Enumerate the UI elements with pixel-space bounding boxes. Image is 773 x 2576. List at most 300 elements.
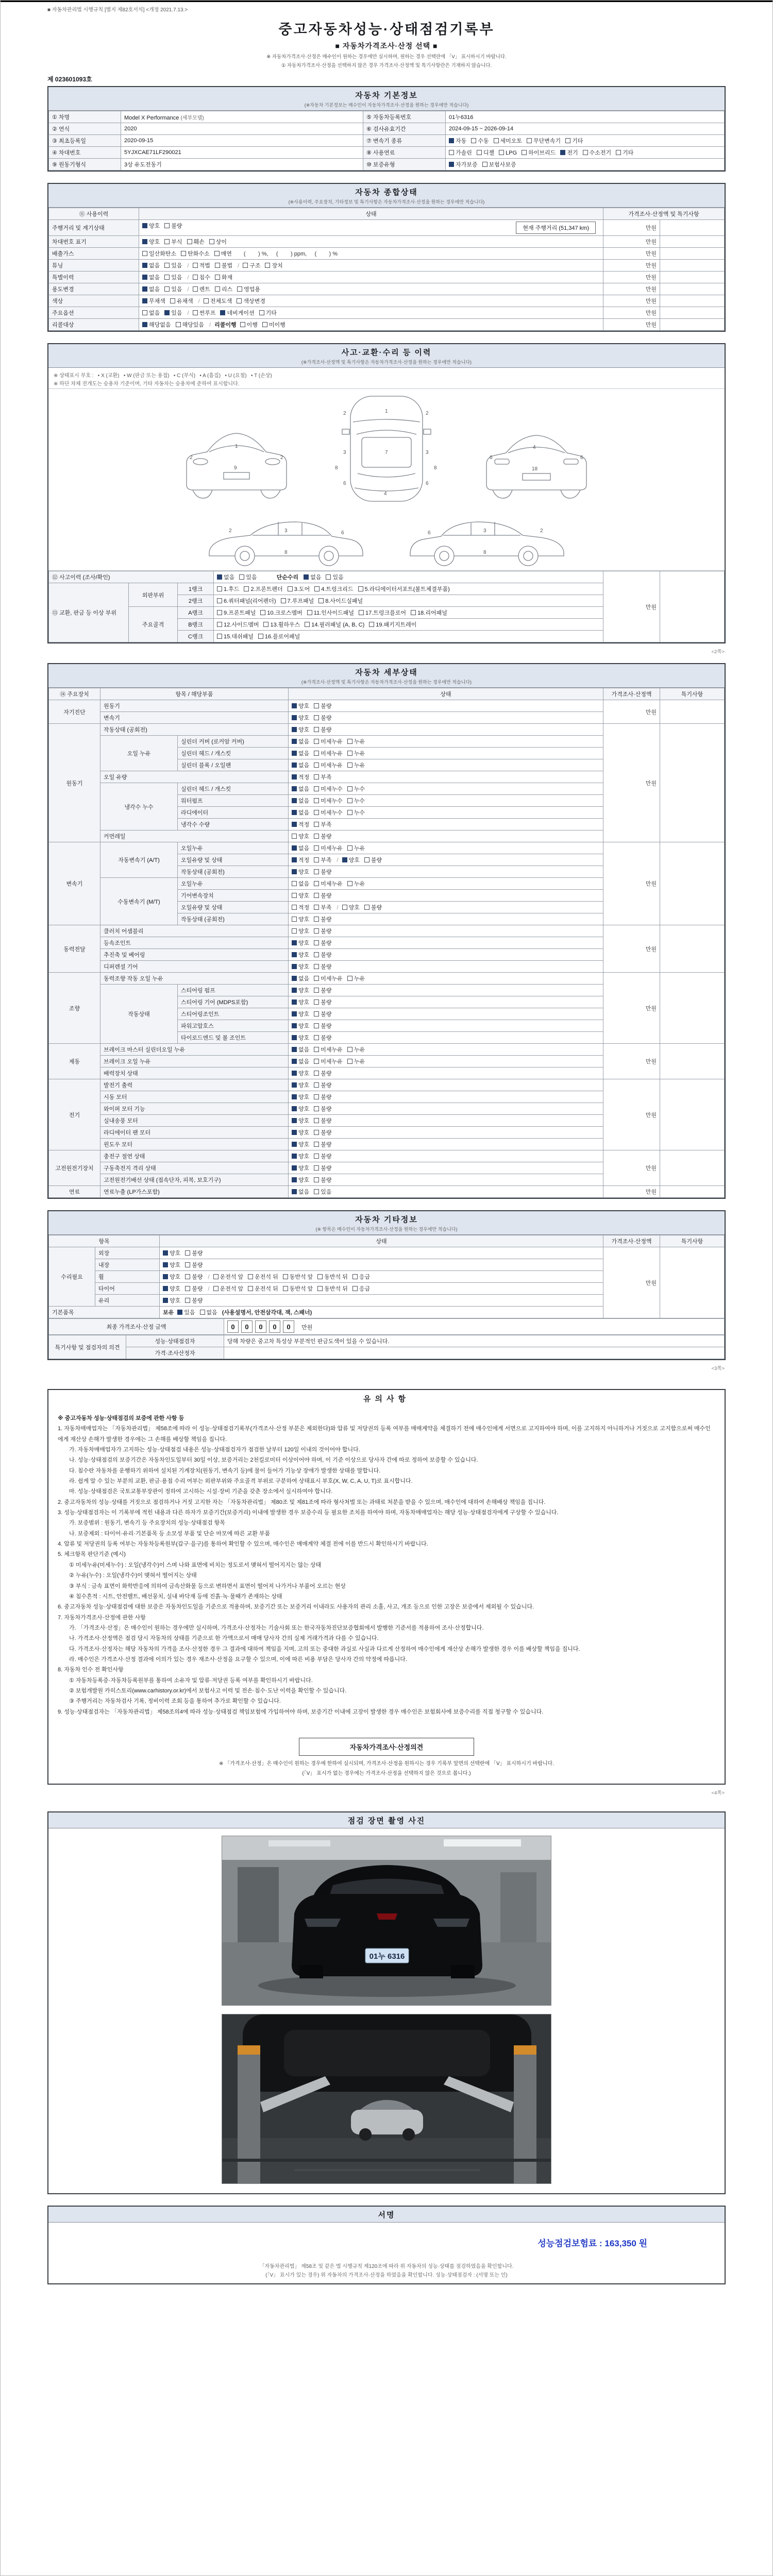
checkbox-option[interactable]: [142, 273, 160, 281]
checked-checkbox-icon[interactable]: [292, 1071, 297, 1076]
checked-checkbox-icon[interactable]: [163, 1298, 168, 1303]
unchecked-checkbox-icon[interactable]: [314, 988, 319, 993]
checked-checkbox-icon[interactable]: [292, 822, 297, 827]
unchecked-checkbox-icon[interactable]: [193, 263, 198, 268]
checkbox-option[interactable]: [176, 320, 205, 329]
checked-checkbox-icon[interactable]: [220, 310, 225, 315]
checkbox-option[interactable]: [239, 573, 257, 581]
checkbox-option[interactable]: [314, 714, 331, 722]
checkbox-option[interactable]: [314, 1105, 331, 1113]
checkbox-option[interactable]: [142, 309, 160, 317]
unchecked-checkbox-icon[interactable]: [187, 239, 192, 244]
checked-checkbox-icon[interactable]: [292, 1106, 297, 1111]
unchecked-checkbox-icon[interactable]: [358, 586, 363, 591]
checkbox-option[interactable]: [265, 261, 282, 269]
checked-checkbox-icon[interactable]: [292, 1047, 297, 1052]
checkbox-option[interactable]: [181, 249, 210, 258]
checkbox-option[interactable]: [314, 1081, 331, 1089]
checked-checkbox-icon[interactable]: [292, 940, 297, 945]
unchecked-checkbox-icon[interactable]: [259, 310, 264, 315]
checked-checkbox-icon[interactable]: [292, 727, 297, 732]
unchecked-checkbox-icon[interactable]: [263, 622, 268, 627]
checkbox-option[interactable]: [292, 1081, 309, 1089]
unchecked-checkbox-icon[interactable]: [616, 150, 621, 155]
unchecked-checkbox-icon[interactable]: [314, 703, 319, 708]
checkbox-option[interactable]: [193, 273, 210, 281]
checkbox-option[interactable]: [352, 1273, 370, 1281]
checkbox-option[interactable]: [359, 608, 406, 617]
checkbox-option[interactable]: [317, 1273, 348, 1281]
unchecked-checkbox-icon[interactable]: [314, 893, 319, 898]
unchecked-checkbox-icon[interactable]: [342, 905, 347, 910]
unchecked-checkbox-icon[interactable]: [262, 322, 267, 327]
checkbox-option[interactable]: [292, 974, 309, 982]
checkbox-option[interactable]: [314, 986, 331, 994]
unchecked-checkbox-icon[interactable]: [347, 798, 352, 803]
checkbox-option[interactable]: [260, 608, 302, 617]
unchecked-checkbox-icon[interactable]: [260, 610, 265, 615]
checked-checkbox-icon[interactable]: [292, 999, 297, 1005]
checkbox-option[interactable]: [314, 998, 331, 1006]
checkbox-option[interactable]: [314, 785, 343, 793]
unchecked-checkbox-icon[interactable]: [314, 857, 319, 862]
checkbox-option[interactable]: [364, 856, 382, 864]
checked-checkbox-icon[interactable]: [292, 1142, 297, 1147]
unchecked-checkbox-icon[interactable]: [314, 786, 319, 791]
unchecked-checkbox-icon[interactable]: [364, 857, 369, 862]
checkbox-option[interactable]: [217, 585, 239, 593]
checkbox-option[interactable]: [449, 148, 472, 157]
unchecked-checkbox-icon[interactable]: [317, 1274, 323, 1279]
unchecked-checkbox-icon[interactable]: [215, 275, 220, 280]
checkbox-option[interactable]: [164, 273, 182, 281]
checkbox-option[interactable]: [471, 137, 489, 145]
checkbox-option[interactable]: [314, 761, 343, 769]
unchecked-checkbox-icon[interactable]: [176, 322, 181, 327]
checkbox-option[interactable]: [560, 148, 578, 157]
unchecked-checkbox-icon[interactable]: [185, 1262, 190, 1267]
unchecked-checkbox-icon[interactable]: [314, 1035, 319, 1040]
checkbox-option[interactable]: [358, 585, 450, 593]
checkbox-option[interactable]: [292, 749, 309, 757]
checkbox-option[interactable]: [215, 285, 232, 293]
checked-checkbox-icon[interactable]: [292, 751, 297, 756]
checked-checkbox-icon[interactable]: [142, 286, 147, 292]
checkbox-option[interactable]: [292, 808, 309, 817]
unchecked-checkbox-icon[interactable]: [369, 622, 374, 627]
checkbox-option[interactable]: [347, 1057, 365, 1065]
checkbox-option[interactable]: [142, 285, 160, 293]
unchecked-checkbox-icon[interactable]: [314, 798, 319, 803]
unchecked-checkbox-icon[interactable]: [314, 928, 319, 934]
checkbox-option[interactable]: [318, 597, 363, 605]
checkbox-option[interactable]: [292, 1033, 309, 1042]
checkbox-option[interactable]: [292, 915, 309, 923]
checkbox-option[interactable]: [292, 927, 309, 935]
unchecked-checkbox-icon[interactable]: [193, 275, 198, 280]
unchecked-checkbox-icon[interactable]: [477, 150, 482, 155]
unchecked-checkbox-icon[interactable]: [209, 239, 214, 244]
unchecked-checkbox-icon[interactable]: [237, 286, 242, 292]
unchecked-checkbox-icon[interactable]: [185, 1286, 190, 1291]
checkbox-option[interactable]: [283, 1273, 313, 1281]
unchecked-checkbox-icon[interactable]: [482, 162, 488, 167]
unchecked-checkbox-icon[interactable]: [292, 917, 297, 922]
unchecked-checkbox-icon[interactable]: [292, 881, 297, 886]
unchecked-checkbox-icon[interactable]: [292, 893, 297, 898]
checked-checkbox-icon[interactable]: [292, 857, 297, 862]
unchecked-checkbox-icon[interactable]: [314, 715, 319, 720]
checkbox-option[interactable]: [314, 915, 331, 923]
unchecked-checkbox-icon[interactable]: [314, 1071, 319, 1076]
checkbox-option[interactable]: [347, 879, 365, 888]
checkbox-option[interactable]: [314, 879, 343, 888]
unchecked-checkbox-icon[interactable]: [292, 834, 297, 839]
unchecked-checkbox-icon[interactable]: [213, 1274, 219, 1279]
checkbox-option[interactable]: [292, 785, 309, 793]
checkbox-option[interactable]: [263, 620, 300, 629]
checkbox-option[interactable]: [185, 1249, 203, 1257]
checkbox-option[interactable]: [583, 148, 612, 157]
checkbox-option[interactable]: [477, 148, 494, 157]
unchecked-checkbox-icon[interactable]: [217, 598, 222, 603]
checked-checkbox-icon[interactable]: [163, 1250, 168, 1256]
unchecked-checkbox-icon[interactable]: [314, 976, 319, 981]
checkbox-option[interactable]: [369, 620, 416, 629]
checkbox-option[interactable]: [314, 585, 353, 593]
checkbox-option[interactable]: [314, 1116, 331, 1125]
checkbox-option[interactable]: [187, 238, 205, 246]
checkbox-option[interactable]: [292, 773, 309, 781]
checkbox-option[interactable]: [185, 1284, 203, 1293]
checkbox-option[interactable]: [288, 585, 310, 593]
checkbox-option[interactable]: [314, 856, 331, 864]
checkbox-option[interactable]: [292, 1140, 309, 1148]
checkbox-option[interactable]: [217, 632, 254, 640]
unchecked-checkbox-icon[interactable]: [347, 751, 352, 756]
checked-checkbox-icon[interactable]: [292, 715, 297, 720]
unchecked-checkbox-icon[interactable]: [185, 1274, 190, 1279]
unchecked-checkbox-icon[interactable]: [347, 976, 352, 981]
unchecked-checkbox-icon[interactable]: [142, 251, 147, 256]
checkbox-option[interactable]: [314, 927, 331, 935]
checked-checkbox-icon[interactable]: [292, 964, 297, 969]
checkbox-option[interactable]: [482, 160, 516, 168]
checked-checkbox-icon[interactable]: [142, 263, 147, 268]
checked-checkbox-icon[interactable]: [292, 1165, 297, 1171]
checkbox-option[interactable]: [164, 238, 182, 246]
checkbox-option[interactable]: [292, 832, 309, 840]
unchecked-checkbox-icon[interactable]: [193, 286, 198, 292]
unchecked-checkbox-icon[interactable]: [204, 298, 209, 303]
checkbox-option[interactable]: [314, 1010, 331, 1018]
unchecked-checkbox-icon[interactable]: [265, 263, 270, 268]
unchecked-checkbox-icon[interactable]: [565, 138, 570, 143]
unchecked-checkbox-icon[interactable]: [347, 762, 352, 768]
checkbox-option[interactable]: [214, 249, 232, 258]
unchecked-checkbox-icon[interactable]: [347, 810, 352, 815]
checkbox-option[interactable]: [142, 261, 160, 269]
checkbox-option[interactable]: [292, 1045, 309, 1054]
checkbox-option[interactable]: [314, 1164, 331, 1172]
checked-checkbox-icon[interactable]: [163, 1262, 168, 1267]
checked-checkbox-icon[interactable]: [342, 857, 347, 862]
checkbox-option[interactable]: [142, 320, 171, 329]
checked-checkbox-icon[interactable]: [449, 138, 454, 143]
unchecked-checkbox-icon[interactable]: [314, 774, 319, 779]
unchecked-checkbox-icon[interactable]: [281, 598, 286, 603]
checked-checkbox-icon[interactable]: [142, 322, 147, 327]
checkbox-option[interactable]: [248, 1273, 278, 1281]
checkbox-option[interactable]: [347, 785, 365, 793]
unchecked-checkbox-icon[interactable]: [217, 634, 222, 639]
unchecked-checkbox-icon[interactable]: [347, 739, 352, 744]
checked-checkbox-icon[interactable]: [142, 298, 147, 303]
checkbox-option[interactable]: [217, 608, 256, 617]
unchecked-checkbox-icon[interactable]: [314, 1142, 319, 1147]
checkbox-option[interactable]: [193, 285, 210, 293]
checkbox-option[interactable]: [314, 808, 343, 817]
checkbox-option[interactable]: [565, 137, 583, 145]
checkbox-option[interactable]: [314, 832, 331, 840]
unchecked-checkbox-icon[interactable]: [347, 845, 352, 851]
checkbox-option[interactable]: [292, 1188, 309, 1196]
checkbox-option[interactable]: [215, 261, 232, 269]
checkbox-option[interactable]: [292, 998, 309, 1006]
unchecked-checkbox-icon[interactable]: [243, 263, 248, 268]
unchecked-checkbox-icon[interactable]: [307, 610, 312, 615]
checkbox-option[interactable]: [170, 297, 193, 305]
unchecked-checkbox-icon[interactable]: [314, 810, 319, 815]
unchecked-checkbox-icon[interactable]: [164, 286, 170, 292]
checkbox-option[interactable]: [347, 749, 365, 757]
checkbox-option[interactable]: [292, 1093, 309, 1101]
unchecked-checkbox-icon[interactable]: [239, 574, 244, 580]
checkbox-option[interactable]: [262, 320, 285, 329]
unchecked-checkbox-icon[interactable]: [314, 822, 319, 827]
checkbox-option[interactable]: [163, 1273, 180, 1281]
checkbox-option[interactable]: [314, 951, 331, 959]
checked-checkbox-icon[interactable]: [292, 762, 297, 768]
checkbox-option[interactable]: [314, 737, 343, 745]
checkbox-option[interactable]: [292, 844, 309, 852]
checkbox-option[interactable]: [292, 1128, 309, 1137]
checkbox-option[interactable]: [292, 1152, 309, 1160]
checkbox-option[interactable]: [292, 714, 309, 722]
checkbox-option[interactable]: [292, 856, 309, 864]
checkbox-option[interactable]: [314, 974, 343, 982]
checkbox-option[interactable]: [347, 737, 365, 745]
checkbox-option[interactable]: [314, 939, 331, 947]
checkbox-option[interactable]: [347, 808, 365, 817]
checked-checkbox-icon[interactable]: [292, 1154, 297, 1159]
unchecked-checkbox-icon[interactable]: [318, 598, 324, 603]
unchecked-checkbox-icon[interactable]: [314, 1011, 319, 1016]
checkbox-option[interactable]: [281, 597, 314, 605]
checkbox-option[interactable]: [292, 1116, 309, 1125]
checkbox-option[interactable]: [209, 238, 227, 246]
unchecked-checkbox-icon[interactable]: [347, 881, 352, 886]
unchecked-checkbox-icon[interactable]: [248, 1274, 253, 1279]
checkbox-option[interactable]: [204, 297, 232, 305]
checkbox-option[interactable]: [193, 309, 216, 317]
checkbox-option[interactable]: [314, 702, 331, 710]
unchecked-checkbox-icon[interactable]: [217, 586, 222, 591]
checkbox-option[interactable]: [314, 1176, 331, 1184]
unchecked-checkbox-icon[interactable]: [314, 739, 319, 744]
unchecked-checkbox-icon[interactable]: [314, 727, 319, 732]
unchecked-checkbox-icon[interactable]: [314, 1094, 319, 1099]
checkbox-option[interactable]: [163, 1261, 180, 1269]
checkbox-option[interactable]: [244, 585, 282, 593]
unchecked-checkbox-icon[interactable]: [326, 574, 331, 580]
unchecked-checkbox-icon[interactable]: [200, 1310, 205, 1315]
checkbox-option[interactable]: [164, 285, 182, 293]
checkbox-option[interactable]: [326, 573, 343, 581]
checkbox-option[interactable]: [215, 273, 232, 281]
checkbox-option[interactable]: [499, 150, 517, 156]
unchecked-checkbox-icon[interactable]: [314, 1023, 319, 1028]
checkbox-option[interactable]: [292, 879, 309, 888]
checkbox-option[interactable]: [292, 903, 309, 911]
unchecked-checkbox-icon[interactable]: [347, 1047, 352, 1052]
checkbox-option[interactable]: [292, 796, 309, 805]
checkbox-option[interactable]: [314, 962, 331, 971]
checked-checkbox-icon[interactable]: [292, 1059, 297, 1064]
checkbox-option[interactable]: [185, 1261, 203, 1269]
unchecked-checkbox-icon[interactable]: [314, 1165, 319, 1171]
checkbox-option[interactable]: [314, 773, 331, 781]
unchecked-checkbox-icon[interactable]: [314, 869, 319, 874]
checked-checkbox-icon[interactable]: [292, 1177, 297, 1182]
checked-checkbox-icon[interactable]: [163, 1286, 168, 1291]
unchecked-checkbox-icon[interactable]: [499, 150, 504, 155]
checkbox-option[interactable]: [317, 1284, 348, 1293]
checkbox-option[interactable]: [237, 285, 260, 293]
checkbox-option[interactable]: [292, 891, 309, 900]
unchecked-checkbox-icon[interactable]: [494, 138, 499, 143]
checkbox-option[interactable]: [314, 1057, 343, 1065]
checkbox-option[interactable]: [142, 238, 160, 246]
checkbox-option[interactable]: [259, 309, 277, 317]
unchecked-checkbox-icon[interactable]: [283, 1274, 288, 1279]
unchecked-checkbox-icon[interactable]: [181, 251, 186, 256]
checkbox-option[interactable]: [449, 137, 466, 145]
unchecked-checkbox-icon[interactable]: [240, 322, 245, 327]
checkbox-option[interactable]: [342, 903, 360, 911]
checkbox-option[interactable]: [292, 986, 309, 994]
unchecked-checkbox-icon[interactable]: [164, 223, 170, 228]
checked-checkbox-icon[interactable]: [292, 1035, 297, 1040]
checkbox-option[interactable]: [347, 1045, 365, 1054]
unchecked-checkbox-icon[interactable]: [185, 1250, 190, 1256]
checkbox-option[interactable]: [292, 820, 309, 828]
checkbox-option[interactable]: [292, 1010, 309, 1018]
unchecked-checkbox-icon[interactable]: [142, 310, 147, 315]
checkbox-option[interactable]: [292, 1069, 309, 1077]
checked-checkbox-icon[interactable]: [292, 1011, 297, 1016]
unchecked-checkbox-icon[interactable]: [288, 586, 293, 591]
checkbox-option[interactable]: [258, 632, 300, 640]
checkbox-option[interactable]: [240, 320, 258, 329]
unchecked-checkbox-icon[interactable]: [314, 834, 319, 839]
checkbox-option[interactable]: [213, 1284, 244, 1293]
checked-checkbox-icon[interactable]: [292, 976, 297, 981]
checked-checkbox-icon[interactable]: [177, 1310, 182, 1315]
checkbox-option[interactable]: [314, 725, 331, 734]
checkbox-option[interactable]: [243, 261, 260, 269]
checked-checkbox-icon[interactable]: [292, 952, 297, 957]
checkbox-option[interactable]: [305, 620, 364, 629]
unchecked-checkbox-icon[interactable]: [449, 150, 454, 155]
checkbox-option[interactable]: [164, 261, 182, 269]
unchecked-checkbox-icon[interactable]: [215, 263, 220, 268]
unchecked-checkbox-icon[interactable]: [314, 952, 319, 957]
unchecked-checkbox-icon[interactable]: [314, 881, 319, 886]
checkbox-option[interactable]: [347, 761, 365, 769]
checkbox-option[interactable]: [314, 903, 331, 911]
unchecked-checkbox-icon[interactable]: [244, 586, 249, 591]
checked-checkbox-icon[interactable]: [292, 845, 297, 851]
unchecked-checkbox-icon[interactable]: [583, 150, 588, 155]
unchecked-checkbox-icon[interactable]: [213, 1286, 219, 1291]
unchecked-checkbox-icon[interactable]: [258, 634, 263, 639]
unchecked-checkbox-icon[interactable]: [314, 1177, 319, 1182]
checked-checkbox-icon[interactable]: [304, 574, 309, 580]
unchecked-checkbox-icon[interactable]: [314, 1047, 319, 1052]
checked-checkbox-icon[interactable]: [292, 1130, 297, 1135]
unchecked-checkbox-icon[interactable]: [314, 999, 319, 1005]
unchecked-checkbox-icon[interactable]: [314, 1189, 319, 1194]
checkbox-option[interactable]: [292, 737, 309, 745]
checkbox-option[interactable]: [292, 962, 309, 971]
unchecked-checkbox-icon[interactable]: [237, 298, 242, 303]
unchecked-checkbox-icon[interactable]: [359, 610, 364, 615]
checkbox-option[interactable]: [352, 1284, 370, 1293]
checked-checkbox-icon[interactable]: [292, 1023, 297, 1028]
checkbox-option[interactable]: [217, 573, 234, 581]
checkbox-option[interactable]: [314, 1152, 331, 1160]
checked-checkbox-icon[interactable]: [292, 988, 297, 993]
unchecked-checkbox-icon[interactable]: [314, 751, 319, 756]
checked-checkbox-icon[interactable]: [163, 1274, 168, 1279]
unchecked-checkbox-icon[interactable]: [283, 1286, 288, 1291]
checkbox-option[interactable]: [364, 903, 382, 911]
checkbox-option[interactable]: [314, 820, 331, 828]
checkbox-option[interactable]: [193, 261, 210, 269]
unchecked-checkbox-icon[interactable]: [214, 251, 220, 256]
checkbox-option[interactable]: [314, 1022, 331, 1030]
checkbox-option[interactable]: [347, 844, 365, 852]
checkbox-option[interactable]: [314, 1093, 331, 1101]
checkbox-option[interactable]: [292, 1176, 309, 1184]
checkbox-option[interactable]: [292, 951, 309, 959]
checkbox-option[interactable]: [164, 309, 182, 317]
unchecked-checkbox-icon[interactable]: [314, 917, 319, 922]
unchecked-checkbox-icon[interactable]: [164, 275, 170, 280]
checkbox-option[interactable]: [163, 1249, 180, 1257]
checked-checkbox-icon[interactable]: [292, 1189, 297, 1194]
checkbox-option[interactable]: [314, 868, 331, 876]
checked-checkbox-icon[interactable]: [164, 310, 170, 315]
checkbox-option[interactable]: [220, 309, 254, 317]
unchecked-checkbox-icon[interactable]: [292, 905, 297, 910]
unchecked-checkbox-icon[interactable]: [217, 610, 222, 615]
checkbox-option[interactable]: [314, 1069, 331, 1077]
checkbox-option[interactable]: [292, 1164, 309, 1172]
checkbox-option[interactable]: [185, 1296, 203, 1304]
unchecked-checkbox-icon[interactable]: [248, 1286, 253, 1291]
